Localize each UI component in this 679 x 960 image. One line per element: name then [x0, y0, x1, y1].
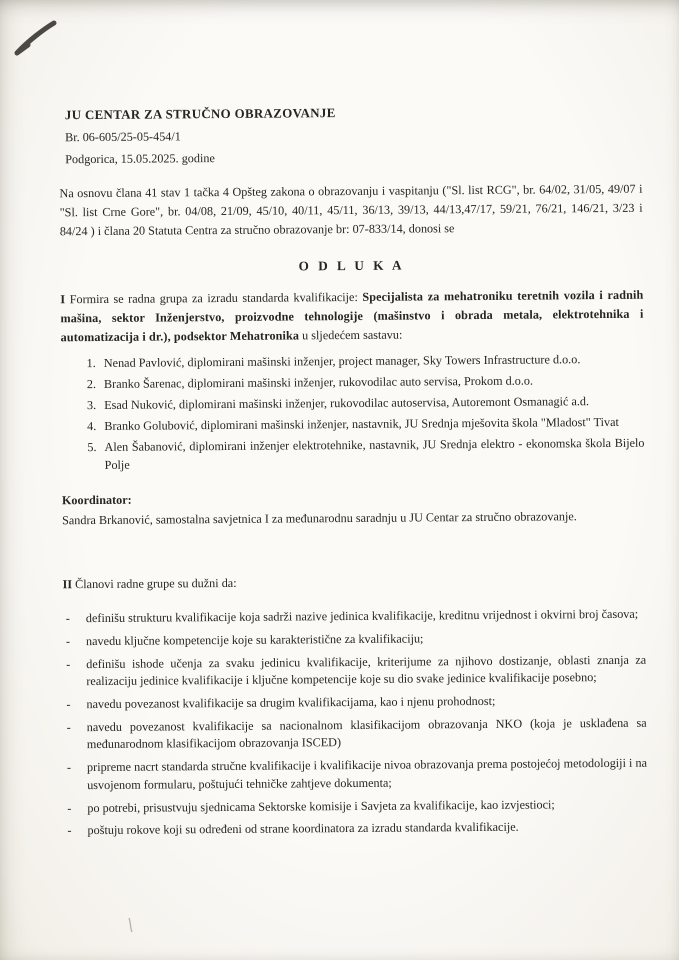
- member-item-2: 2. Branko Šarenac, diplomirani mašinski inženjer, rukovodilac auto servisa, Prokom d.o.o.: [99, 371, 644, 393]
- member-item-5: 5. Alen Šabanović, diplomirani inženjer elektrotehnike, nastavnik, JU Srednja elektro - ekonomska škola Bijelo Polje: [99, 434, 644, 474]
- section-1-intro-text: Formira se radna grupa za izradu standarda kvalifikacije:: [65, 290, 363, 307]
- duties-list: [63, 606, 648, 840]
- org-name: JU CENTAR ZA STRUČNO OBRAZOVANJE: [64, 106, 336, 123]
- section-1-intro-suffix: u sljedećem sastavu:: [299, 327, 403, 343]
- member-item-1: 1. Nenad Pavlović, diplomirani mašinski inženjer, project manager, Sky Towers Infrastructure d.o.o.: [99, 350, 644, 372]
- section-2-heading-text: Članovi radne grupe su dužni da:: [72, 575, 237, 592]
- member-item-3: 3. Esad Nuković, diplomirani mašinski inženjer, rukovodilac autoservisa, Autoremont Osmanagić a.d.: [99, 392, 644, 414]
- section-1-numeral: I: [60, 292, 66, 307]
- qualification-name: Specijalista za mehatroniku teretnih vozila i radnih mašina, sektor Inženjerstvo, proizvodne tehnologije (mašinstvo i obrada metala, elektrotehnika i automatizacija i dr.), podsektor Mehatronika: [60, 288, 644, 345]
- duty-item-6: - pripreme nacrt standarda stručne kvalifikacije i kvalifikacije nivoa obrazovanja prema postojećoj metodologiji i na usvojenom formularu, poštujući tehničke zahtjeve dokumenta;: [64, 755, 647, 795]
- duty-item-4: - navedu povezanost kvalifikacije sa drugim kvalifikacijama, kao i njenu prohodnost;: [63, 692, 646, 714]
- duty-item-2: - navedu ključne kompetencije koje su karakteristične za kvalifikaciju;: [63, 629, 646, 651]
- member-item-4: 4. Branko Golubović, diplomirani mašinski inženjer, nastavnik, JU Srednja mješovita škola "Mladost" Tivat: [99, 413, 644, 435]
- legal-preamble: Na osnovu člana 41 stav 1 tačka 4 Opšteg zakona o obrazovanju i vaspitanju ("Sl. list RCG", br. 64/02, 31/05, 49/07 i "Sl. list Crne Gore", br. 04/08, 21/09, 45/10, 40/11, 45/11, 36/13, 39/13, 44/13,47/17, 59/21, 76/21, 146/21, 3/23 i 84/24 ) i člana 20 Statuta Centra za stručno obrazovanje br: 07-833/14, donosi se: [59, 181, 643, 239]
- letterhead: [59, 102, 642, 169]
- reference-number: Br. 06-605/25-05-454/1: [65, 129, 181, 145]
- duty-item-5: - navedu povezanost kvalifikacije sa nacionalnom klasifikacijom obrazovanja NKO (koja je usklađena sa međunarodnom klasifikacijom obrazovanja ISCED): [64, 714, 647, 754]
- section-2-heading: [63, 571, 646, 594]
- section-2-numeral: II: [62, 577, 73, 592]
- decision-title: O D L U K A: [298, 257, 405, 274]
- duty-item-1: - definišu strukturu kvalifikacije koja sadrži nazive jedinica kvalifikacije, kreditnu vrijednost i okvirni broj časova;: [63, 606, 646, 628]
- coordinator-description: Sandra Brkanović, samostalna savjetnica I za međunarodnu saradnju u JU Centar za stručno obrazovanje.: [62, 508, 577, 528]
- coordinator-label: Koordinator:: [61, 493, 132, 508]
- document-body: [58, 0, 648, 845]
- coordinator-block: [62, 487, 645, 529]
- scan-artifact-mark: [124, 916, 138, 934]
- duty-item-7: - po potrebi, prisustvuju sjednicama Sektorske komisije i Savjeta za kvalifikacije, kao izvjestioci;: [64, 795, 647, 817]
- duty-item-3: - definišu ishode učenja za svaku jedinicu kvalifikacije, kriterijume za njihovo dostizanje, oblasti znanja za realizaciju jedinice kvalifikacije i ključne kompetencije koje su dio svake jedinice kvalifikacije posebno;: [63, 651, 646, 691]
- duty-item-8: - poštuju rokove koji su određeni od strane koordinatora za izradu standarda kvalifikacije.: [64, 818, 647, 840]
- section-1-intro: [60, 286, 643, 347]
- members-list: [61, 350, 645, 475]
- place-date: Podgorica, 15.05.2025. godine: [65, 150, 215, 166]
